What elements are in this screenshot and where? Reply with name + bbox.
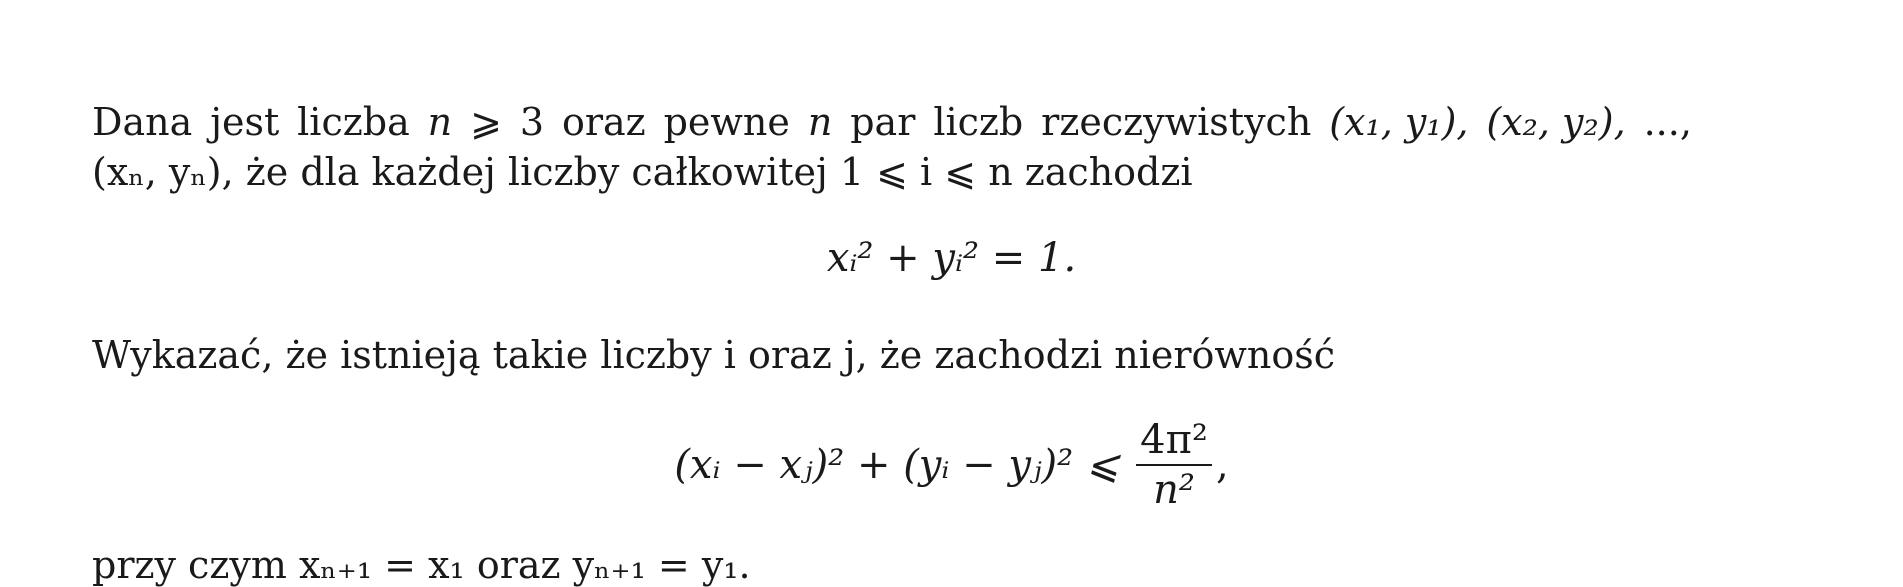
fraction-numerator: 4π²	[1136, 418, 1212, 466]
math-pair: (x₁, y₁),	[1329, 100, 1469, 144]
word: Dana	[92, 100, 193, 144]
math-symbol: ⩾	[470, 100, 502, 144]
equation-1-text: xᵢ² + yᵢ² = 1.	[826, 235, 1077, 281]
word: rzeczywistych	[1041, 100, 1312, 144]
word: liczb	[933, 100, 1024, 144]
fraction	[1136, 418, 1212, 512]
word: jest	[210, 100, 280, 144]
math-var: n	[807, 100, 833, 144]
math-var: n	[427, 100, 453, 144]
word: liczba	[297, 100, 410, 144]
math-pair: (x₂, y₂),	[1486, 100, 1626, 144]
paragraph-3: przy czym xₙ₊₁ = x₁ oraz yₙ₊₁ = y₁.	[92, 543, 751, 587]
equation-1	[0, 235, 1903, 281]
ellipsis: ...,	[1643, 100, 1692, 144]
equation-2	[0, 418, 1903, 512]
paragraph-1-line-2: (xₙ, yₙ), że dla każdej liczby całkowitej 1 ⩽ i ⩽ n zachodzi	[92, 150, 1193, 194]
word: oraz	[561, 100, 646, 144]
word: pewne	[663, 100, 790, 144]
math-number: 3	[519, 100, 545, 144]
equation-2-lhs: (xᵢ − xⱼ)² + (yᵢ − yⱼ)² ⩽	[674, 442, 1120, 488]
paragraph-2: Wykazać, że istnieją takie liczby i oraz j, że zachodzi nierówność	[92, 333, 1336, 377]
equation-2-comma: ,	[1215, 442, 1229, 488]
paragraph-1-line-1	[92, 100, 1692, 144]
word: par	[850, 100, 916, 144]
fraction-denominator: n²	[1153, 467, 1195, 513]
